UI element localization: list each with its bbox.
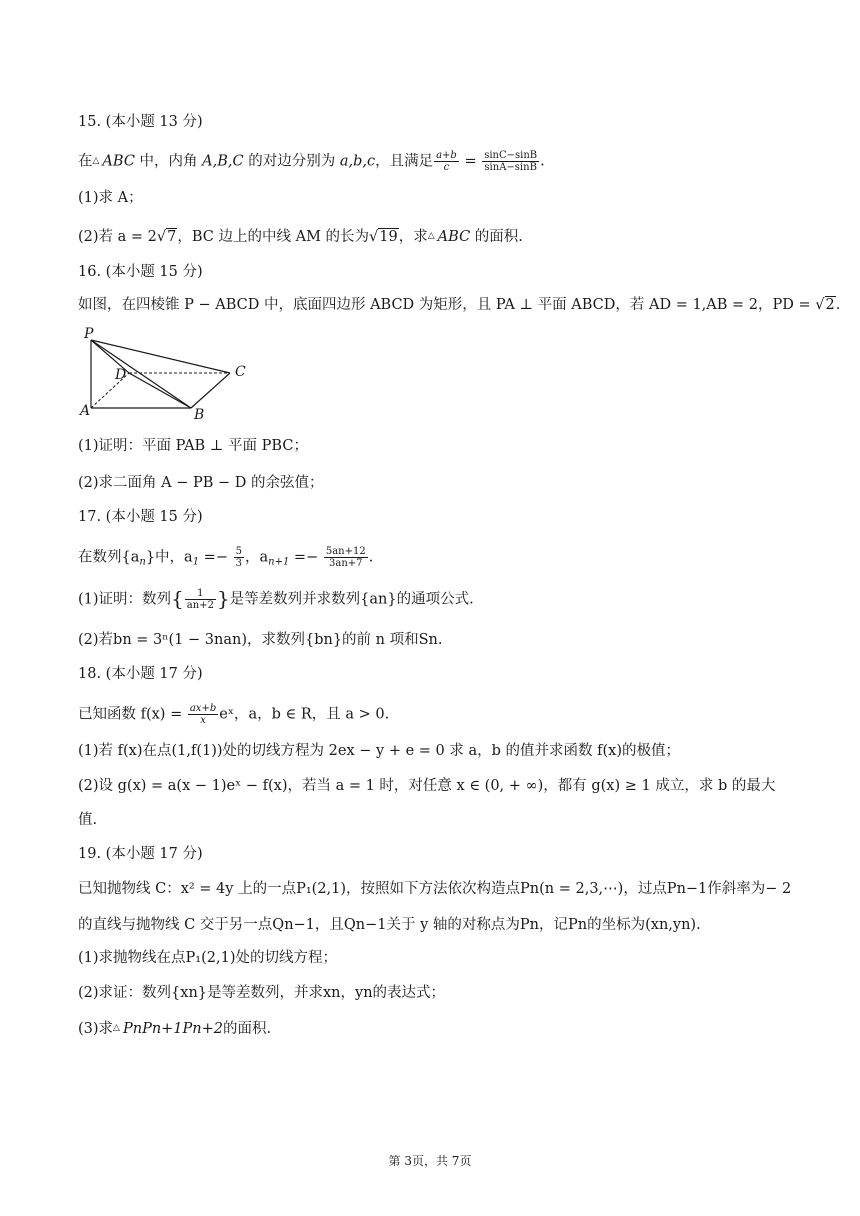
text: ，a: [244, 549, 269, 566]
triangle-icon: △: [92, 155, 100, 166]
denominator: sinA−sinB: [484, 162, 537, 173]
problem-17-stem: [78, 546, 373, 573]
fraction: [434, 150, 459, 173]
text: 在: [78, 153, 93, 170]
problem-15-q1: (1)求 A；: [78, 190, 143, 206]
problem-17-q2: (2)若bn = 3ⁿ(1 − 3nan)，求数列{bn}的前 n 项和Sn.: [78, 632, 443, 648]
text: ABC: [102, 153, 135, 170]
problem-17-header: 17. (本小题 15 分): [78, 509, 203, 525]
problem-19-q1: (1)求抛物线在点P₁(2,1)处的切线方程；: [78, 950, 337, 966]
subscript: n: [139, 556, 146, 568]
subscript: n+1: [268, 556, 290, 568]
pyramid-figure: [78, 325, 258, 425]
problem-17-q1: [78, 588, 474, 611]
text: ，求: [398, 229, 428, 245]
radicand: 2: [825, 297, 835, 313]
numerator: sinC−sinB: [484, 150, 538, 161]
edge-PC: [91, 340, 230, 373]
text: (1)证明：数列: [78, 591, 172, 608]
problem-15-stem: [78, 150, 545, 173]
problem-16-q2: (2)求二面角 A − PB − D 的余弦值；: [78, 475, 324, 491]
denominator: an+2: [186, 600, 214, 611]
text: PnPn+1Pn+2: [122, 1021, 224, 1037]
right-brace-icon: }: [216, 586, 230, 611]
text: 的面积.: [223, 1021, 272, 1037]
text: 在数列{a: [78, 549, 140, 566]
denominator: 3: [235, 558, 242, 569]
sqrt-icon: √: [369, 229, 379, 245]
text: .: [835, 297, 841, 313]
text: (2)若 a = 2: [78, 229, 157, 245]
page-footer: 第 3页，共 7页: [388, 1154, 472, 1168]
text: }中，a: [145, 549, 193, 566]
text: =: [459, 153, 482, 170]
numerator: a+b: [436, 150, 457, 161]
problem-19-q2: (2)求证：数列{xn}是等差数列，并求xn，yn的表达式；: [78, 985, 446, 1001]
text: 的面积.: [470, 229, 523, 245]
label-P: P: [84, 326, 94, 342]
text: =−: [289, 549, 323, 566]
text: .: [368, 549, 374, 566]
text: =−: [199, 549, 233, 566]
numerator: 5an+12: [325, 546, 366, 557]
problem-19-stem-line2: 的直线与抛物线 C 交于另一点Qn−1，且Qn−1关于 y 轴的对称点为Pn，记Pn的坐标为(xn,yn).: [78, 917, 701, 933]
problem-16-stem: [78, 295, 840, 315]
fraction: [324, 546, 368, 569]
problem-16-q1: (1)证明：平面 PAB ⊥ 平面 PBC；: [78, 438, 308, 454]
text: 的对边分别为: [243, 153, 340, 170]
denominator: x: [200, 715, 206, 726]
label-D: D: [115, 367, 127, 383]
text: eˣ，a，b ∈ R，且 a > 0.: [219, 706, 390, 723]
problem-16-header: 16. (本小题 15 分): [78, 264, 203, 280]
problem-18-q2-line2: 值.: [78, 812, 98, 828]
triangle-icon: △: [113, 1023, 120, 1033]
text: 如图，在四棱锥 P − ABCD 中，底面四边形 ABCD 为矩形，且 PA ⊥ 平面 ABCD，若 AD = 1,AB = 2，PD =: [78, 297, 816, 313]
text: 是等差数列并求数列{an}的通项公式.: [229, 591, 474, 608]
text: 已知函数 f(x) =: [78, 706, 187, 723]
text: a,b,c: [339, 153, 376, 170]
problem-18-q2-line1: (2)设 g(x) = a(x − 1)eˣ − f(x)，若当 a = 1 时，对任意 x ∈ (0, + ∞)，都有 g(x) ≥ 1 成立，求 b 的最大: [78, 778, 776, 794]
label-B: B: [194, 407, 205, 423]
sqrt-icon: √: [156, 229, 167, 245]
text: .: [540, 153, 545, 170]
fraction: [482, 150, 539, 173]
fraction: [188, 703, 218, 726]
problem-18-header: 18. (本小题 17 分): [78, 666, 203, 682]
numerator: ax+b: [189, 703, 217, 714]
edge-BC: [191, 373, 230, 408]
radicand: 7: [167, 229, 177, 245]
text: (3)求: [78, 1021, 114, 1037]
text: ，BC 边上的中线 AM 的长为: [177, 229, 370, 245]
problem-19-stem-line1: 已知抛物线 C：x² = 4y 上的一点P₁(2,1)，按照如下方法依次构造点Pn(n = 2,3,⋯)，过点Pn−1作斜率为− 2: [78, 881, 792, 897]
left-brace-icon: {: [171, 586, 184, 611]
subscript: 1: [192, 556, 200, 568]
denominator: c: [443, 162, 450, 173]
problem-15-q2: [78, 226, 523, 247]
denominator: 3an+7: [329, 558, 363, 569]
problem-18-stem: [78, 703, 389, 726]
label-C: C: [235, 364, 246, 380]
numerator: 5: [235, 546, 242, 557]
sqrt-icon: √: [815, 297, 825, 313]
edge-DB: [129, 373, 191, 408]
problem-15-header: 15. (本小题 13 分): [78, 114, 203, 130]
problem-19-q3: [78, 1018, 271, 1039]
radicand: 19: [379, 229, 398, 245]
fraction: [234, 546, 244, 569]
numerator: 1: [185, 588, 216, 600]
triangle-icon: △: [427, 231, 435, 241]
text: A,B,C: [202, 153, 244, 170]
label-A: A: [80, 403, 91, 419]
fraction: [185, 588, 216, 611]
problem-19-header: 19. (本小题 17 分): [78, 846, 203, 862]
text: ，且满足: [375, 153, 434, 170]
text: 中，内角: [134, 153, 203, 170]
text: ABC: [437, 229, 471, 245]
edge-PB: [91, 340, 191, 408]
problem-18-q1: (1)若 f(x)在点(1,f(1))处的切线方程为 2ex − y + e = 0 求 a，b 的值并求函数 f(x)的极值；: [78, 743, 680, 759]
